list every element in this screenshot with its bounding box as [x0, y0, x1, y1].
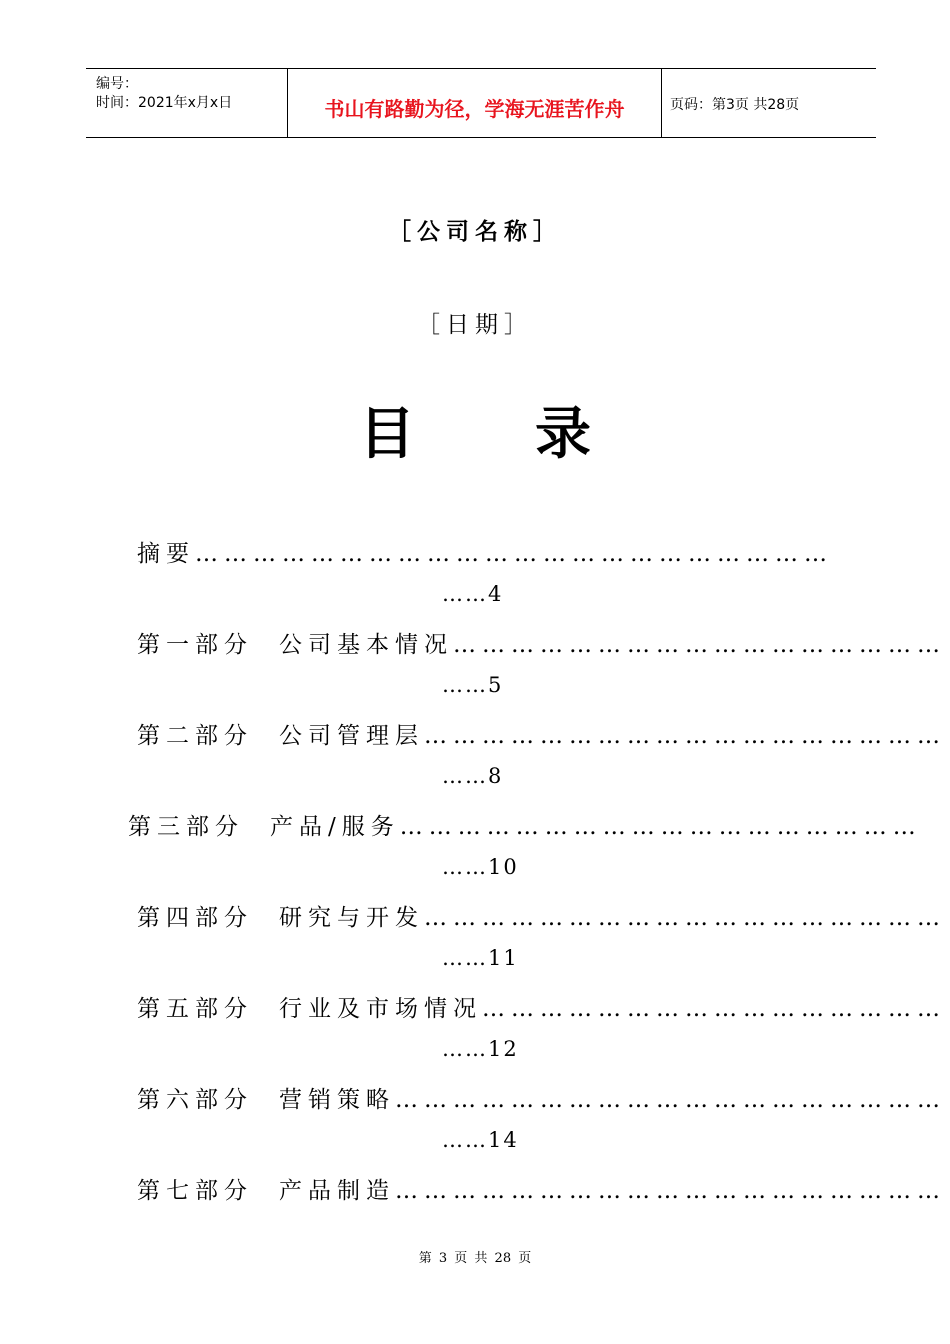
toc-page-number: ……11 — [442, 946, 519, 970]
toc-section: 第四部分 — [137, 905, 253, 931]
toc-section: 第五部分 — [137, 996, 253, 1022]
header-left-cell — [86, 69, 288, 137]
time-label: 时间：2021年x月x日 — [96, 95, 233, 111]
motto: 书山有路勤为径，学海无涯苦作舟 — [324, 97, 625, 121]
toc-entry-part5[interactable] — [137, 990, 946, 1023]
toc-page-number: ……4 — [442, 582, 504, 606]
toc-section: 第六部分 — [137, 1087, 253, 1113]
toc-section: 第一部分 — [137, 632, 253, 658]
toc-entry-part1[interactable] — [137, 626, 946, 659]
toc-title-text: 产品制造 — [279, 1178, 395, 1204]
toc-page-number: ……12 — [442, 1037, 519, 1061]
page-code: 页码：第3页 共28页 — [670, 97, 800, 113]
toc-title-text: 研究与开发 — [279, 905, 424, 931]
page-footer: 第 3 页 共 28 页 — [418, 1251, 532, 1266]
toc-entry-summary[interactable] — [137, 535, 833, 568]
header-middle-cell — [288, 69, 662, 137]
toc-section: 第七部分 — [137, 1178, 253, 1204]
toc-title: 目录 — [359, 402, 711, 467]
toc-section: 第二部分 — [137, 723, 253, 749]
toc-title-text: 公司管理层 — [279, 723, 424, 749]
date-placeholder: ［日期］ — [417, 312, 533, 338]
company-name: ［公司名称］ — [388, 219, 562, 245]
toc-section: 第三部分 — [128, 814, 244, 840]
toc-dots: ……………………………………………… — [399, 814, 922, 840]
toc-dots: ………………………………………………………… — [195, 541, 833, 567]
toc-page-number: ……10 — [442, 855, 519, 879]
toc-dots: ……………………………………………… — [424, 905, 946, 931]
toc-entry-part2[interactable] — [137, 717, 946, 750]
toc-title-text: 公司基本情况 — [279, 632, 453, 658]
toc-page-number: ……8 — [442, 764, 504, 788]
toc-title-text: 营销策略 — [279, 1087, 395, 1113]
toc-entry-part4[interactable] — [137, 899, 946, 932]
toc-section: 摘要 — [137, 541, 195, 567]
toc-dots: …………………………………………… — [453, 632, 946, 658]
toc-dots: ………………………………………………… — [395, 1178, 946, 1204]
number-label: 编号： — [96, 76, 138, 92]
toc-page-number: ……14 — [442, 1128, 519, 1152]
header-right-cell — [662, 69, 876, 137]
toc-dots: ………………………………………… — [482, 996, 946, 1022]
toc-entry-part7[interactable] — [137, 1172, 946, 1205]
toc-title-text: 行业及市场情况 — [279, 996, 482, 1022]
toc-dots: ……………………………………………… — [424, 723, 946, 749]
toc-page-number: ……5 — [442, 673, 504, 697]
toc-title-text: 产品/服务 — [270, 814, 400, 840]
toc-entry-part6[interactable] — [137, 1081, 946, 1114]
toc-entry-part3[interactable] — [128, 808, 922, 841]
document-header — [86, 68, 876, 138]
toc-dots: ………………………………………………… — [395, 1087, 946, 1113]
